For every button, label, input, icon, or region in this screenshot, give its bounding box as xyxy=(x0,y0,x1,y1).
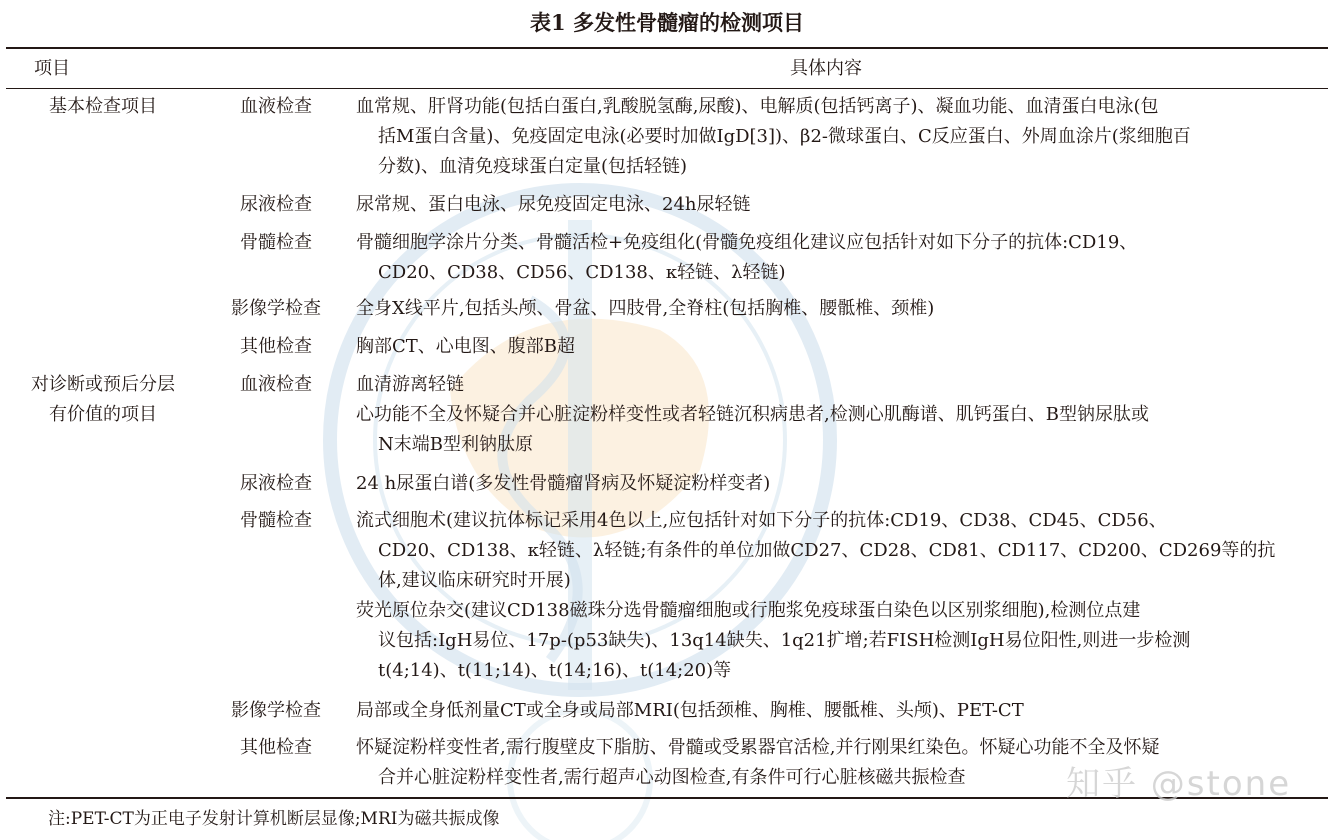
content-line: 尿常规、蛋白电泳、尿免疫固定电泳、24h尿轻链 xyxy=(356,194,751,215)
row-content-marrow-prognostic xyxy=(356,506,1326,686)
content-line: 合并心脏淀粉样变性者,需行超声心动图检查,有条件可行心脏核磁共振检查 xyxy=(378,767,966,788)
row-content-imaging-prognostic xyxy=(356,696,1326,726)
row-content-urine-prognostic xyxy=(356,469,1326,499)
row-sub-marrow: 骨髓检查 xyxy=(240,232,312,253)
table-title: 表1 多发性骨髓瘤的检测项目 xyxy=(530,10,804,35)
header-content: 具体内容 xyxy=(790,58,862,79)
content-line: 荧光原位杂交(建议CD138磁珠分选骨髓瘤细胞或行胞浆免疫球蛋白染色以区别浆细胞),检测位点建 xyxy=(356,600,1141,621)
row-sub-imaging-prognostic: 影像学检查 xyxy=(231,700,321,721)
content-line: 括M蛋白含量)、免疫固定电泳(必要时加做IgD[3])、β2-微球蛋白、C反应蛋白、外周血涂片(浆细胞百 xyxy=(378,126,1191,147)
content-line: 24 h尿蛋白谱(多发性骨髓瘤肾病及怀疑淀粉样变者) xyxy=(356,473,771,494)
row-content-blood-prognostic xyxy=(356,370,1326,460)
row-content-other xyxy=(356,332,1326,362)
content-line: 胸部CT、心电图、腹部B超 xyxy=(356,336,576,357)
row-content-urine xyxy=(356,190,1326,220)
content-line: 流式细胞术(建议抗体标记采用4色以上,应包括针对如下分子的抗体:CD19、CD38、CD45、CD56、 xyxy=(356,510,1167,531)
table-header-rule xyxy=(6,88,1328,89)
header-item: 项目 xyxy=(34,58,70,79)
content-line: 血常规、肝肾功能(包括白蛋白,乳酸脱氢酶,尿酸)、电解质(包括钙离子)、凝血功能、血清蛋白电泳(包 xyxy=(356,96,1159,117)
row-content-imaging xyxy=(356,294,1326,324)
content-line: 局部或全身低剂量CT或全身或局部MRI(包括颈椎、胸椎、腰骶椎、头颅)、PET-CT xyxy=(356,700,1024,721)
content-line: 议包括:IgH易位、17p-(p53缺失)、13q14缺失、1q21扩增;若FISH检测IgH易位阳性,则进一步检测 xyxy=(378,630,1191,651)
content-line: 血清游离轻链 xyxy=(356,374,464,395)
category-prognostic-line2: 有价值的项目 xyxy=(49,404,157,425)
content-line: 分数)、血清免疫球蛋白定量(包括轻链) xyxy=(378,156,688,177)
content-line: CD20、CD38、CD56、CD138、κ轻链、λ轻链) xyxy=(378,262,786,283)
category-basic: 基本检查项目 xyxy=(49,96,157,117)
content-line: t(4;14)、t(11;14)、t(14;16)、t(14;20)等 xyxy=(378,660,732,681)
row-sub-imaging: 影像学检查 xyxy=(231,298,321,319)
content-line: 骨髓细胞学涂片分类、骨髓活检+免疫组化(骨髓免疫组化建议应包括针对如下分子的抗体:CD19、 xyxy=(356,232,1138,253)
table-footnote: 注:PET-CT为正电子发射计算机断层显像;MRI为磁共振成像 xyxy=(48,809,500,829)
row-sub-blood-prognostic: 血液检查 xyxy=(240,374,312,395)
row-sub-urine-prognostic: 尿液检查 xyxy=(240,473,312,494)
row-sub-other-prognostic: 其他检查 xyxy=(240,737,312,758)
content-line: 全身X线平片,包括头颅、骨盆、四肢骨,全脊柱(包括胸椎、腰骶椎、颈椎) xyxy=(356,298,935,319)
content-line: 心功能不全及怀疑合并心脏淀粉样变性或者轻链沉积病患者,检测心肌酶谱、肌钙蛋白、B型钠尿肽或 xyxy=(356,404,1149,425)
row-sub-blood: 血液检查 xyxy=(240,96,312,117)
row-content-marrow xyxy=(356,228,1326,288)
content-line: N末端B型利钠肽原 xyxy=(378,434,533,455)
row-sub-other: 其他检查 xyxy=(240,336,312,357)
content-line: 体,建议临床研究时开展) xyxy=(378,570,571,591)
site-watermark: 知乎 @stone xyxy=(1066,764,1292,804)
row-sub-marrow-prognostic: 骨髓检查 xyxy=(240,510,312,531)
table-top-rule xyxy=(6,47,1328,49)
row-sub-urine: 尿液检查 xyxy=(240,194,312,215)
content-line: CD20、CD138、κ轻链、λ轻链;有条件的单位加做CD27、CD28、CD81、CD117、CD200、CD269等的抗 xyxy=(378,540,1276,561)
row-content-blood xyxy=(356,92,1326,182)
category-prognostic-line1: 对诊断或预后分层 xyxy=(31,374,175,395)
content-line: 怀疑淀粉样变性者,需行腹壁皮下脂肪、骨髓或受累器官活检,并行刚果红染色。怀疑心功能不全及怀疑 xyxy=(356,737,1160,758)
